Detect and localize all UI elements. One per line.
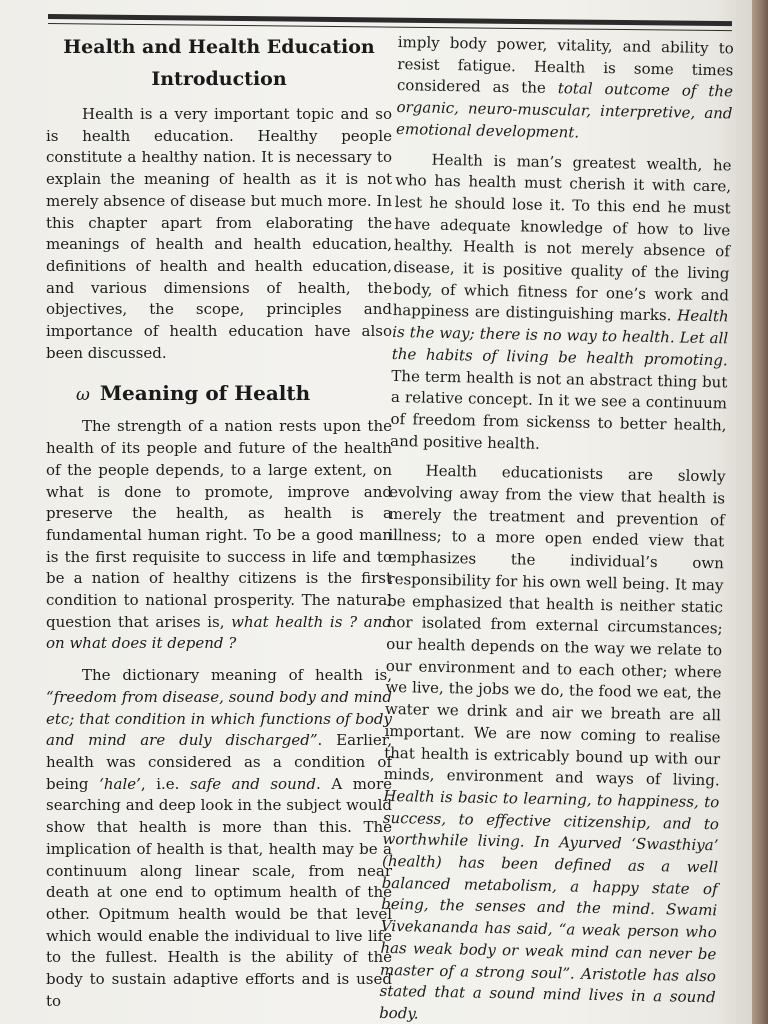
paragraph-dictionary-meaning xyxy=(46,665,392,1012)
paragraph-text: Health educationists are slowly evolving away from the view that health is merely the treatment and prevention of illness; to a more open ended view that emphasizes the individual’s own responsibility for his own well being. It may be emphasized that health is neither static nor isolated from external circumstances; our health depends on the way we relate to our environment and to each other; where we live, the jobs we do, the food we eat, the water we drink and air we breath are all important. We are now coming to realise that health is extricably bound up with our minds, environment and ways of living. xyxy=(383,461,726,790)
leaf-ornament-icon: ω xyxy=(76,385,90,406)
paragraph-italic: Health is basic to learning, to happiness, to success, to effective citizenship, and to worthwhile living. In Ayurved ‘Swasthiya’ (health) has been defined as a well balanced metabolism, a happy state of being, the senses and the mind. Swami Vivekananda has said, “a weak person who has weak body or weak mind can never be master of a strong soul”. Aristotle has also stated that a sound mind lives in a sound body. xyxy=(378,786,720,1023)
paragraph-italic: total outcome of the organic, neuro-muscular, interpretive, and emotional development. xyxy=(395,79,734,142)
paragraph-italic: Health is the way; there is no way to health. Let all the habits of living be health promoting xyxy=(391,306,729,370)
chapter-title: Health and Health Education xyxy=(63,36,375,58)
paragraph-italic-hale: ‘hale’ xyxy=(99,774,141,793)
paragraph-text: The dictionary meaning of health is, xyxy=(82,666,392,685)
chapter-subtitle: Introduction xyxy=(151,68,287,90)
paragraph-italic-safe: safe and sound xyxy=(190,774,317,793)
book-spine-edge xyxy=(752,0,768,1024)
left-column xyxy=(46,32,392,1012)
paragraph-text: . Earlier, health was considered as a condition of being xyxy=(46,731,392,793)
right-column xyxy=(379,32,734,1024)
paragraph-text: , i.e. xyxy=(140,774,190,793)
paragraph-italic: what health is ? and on what does it depend ? xyxy=(46,612,392,653)
paragraph-text: . A more searching and deep look in the subject would show that health is more than this. The implication of health is that, health may be a continuum along linear scale, from near death at one end to optimum health of the other. Opitmum health would be that level which would enable the individual to live life to the fullest. Health is the ability of the body to sustain adaptive efforts and is used to xyxy=(46,774,393,1010)
paragraph-health-educationists xyxy=(379,460,726,1024)
paragraph-greatest-wealth xyxy=(390,148,732,458)
paragraph-continuation xyxy=(396,32,734,147)
paragraph-text: imply body power, vitality, and ability to resist fatigue. Health is some times considered as the xyxy=(396,32,734,98)
section-heading xyxy=(76,378,392,410)
section-heading-text: Meaning of Health xyxy=(99,381,311,406)
intro-text: Health is a very important topic and so is health education. Healthy people constitute a healthy nation. It is necessary to explain the meaning of health as it is not merely absence of disease but much more. In this chapter apart from elaborating the meanings of health and health education, definitions of health and health education, and various dimensions of health, the objectives, the scope, principles and importance of health education have also been discussed. xyxy=(46,105,392,362)
paragraph-text: . The term health is not an abstract thing but a relative concept. In it we see a continuum of freedom from sickenss to better health, and positive health. xyxy=(389,351,728,453)
intro-paragraph xyxy=(46,104,392,364)
paragraph-text: Health is man’s greatest wealth, he who has health must cherish it with care, lest he should lose it. To this end he must have adequate knowledge of how to live healthy. Health is not merely absence of disease, it is positive quality of the living body, of which fitness for one’s work and happiness are distinguishing marks. xyxy=(392,150,732,325)
paragraph-nation-strength xyxy=(46,416,392,655)
paragraph-italic-quote: “freedom from disease, sound body and mind etc; that condition in which functions of body and mind are duly discharged” xyxy=(46,687,392,750)
paragraph-text: The strength of a nation rests upon the health of its people and future of the health of the people depends, to a large extent, on what is done to promote, improve and preserve the health, as health is a fundamental human right. To be a good man is the first requisite to success in life and to be a nation of healthy citizens is the first condition to national prosperity. The natural question that arises is, xyxy=(46,417,392,631)
